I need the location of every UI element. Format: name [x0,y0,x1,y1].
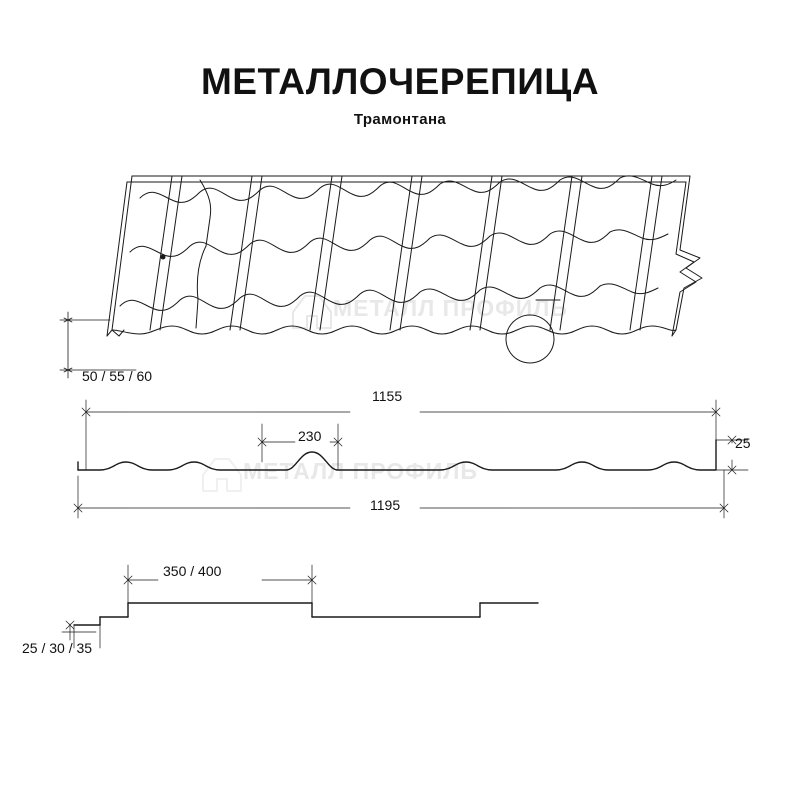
watermark-logo-1 [293,296,331,328]
page-title: МЕТАЛЛОЧЕРЕПИЦА [200,61,600,102]
label-profile-height: 50 / 55 / 60 [82,368,153,384]
isometric-sheet-view [107,176,702,363]
label-total-width: 1195 [370,497,401,513]
label-rib-height: 25 [735,435,751,451]
watermark-logo-2 [203,459,241,491]
label-step-height: 25 / 30 / 35 [22,640,93,656]
dim-1155 [82,408,720,416]
side-step-view [62,565,538,648]
label-wave-step: 230 [298,428,322,444]
cross-section-view [74,400,748,518]
dim-1195 [74,504,728,512]
watermark-text-2: МЕТАЛЛ ПРОФИЛЬ [243,458,478,484]
label-tile-step: 350 / 400 [163,563,222,579]
watermark-text-1: МЕТАЛЛ ПРОФИЛЬ [333,295,568,321]
dim-25-30-35 [62,621,96,640]
label-useful-width: 1155 [372,388,403,404]
page-subtitle: Трамонтана [353,110,447,128]
